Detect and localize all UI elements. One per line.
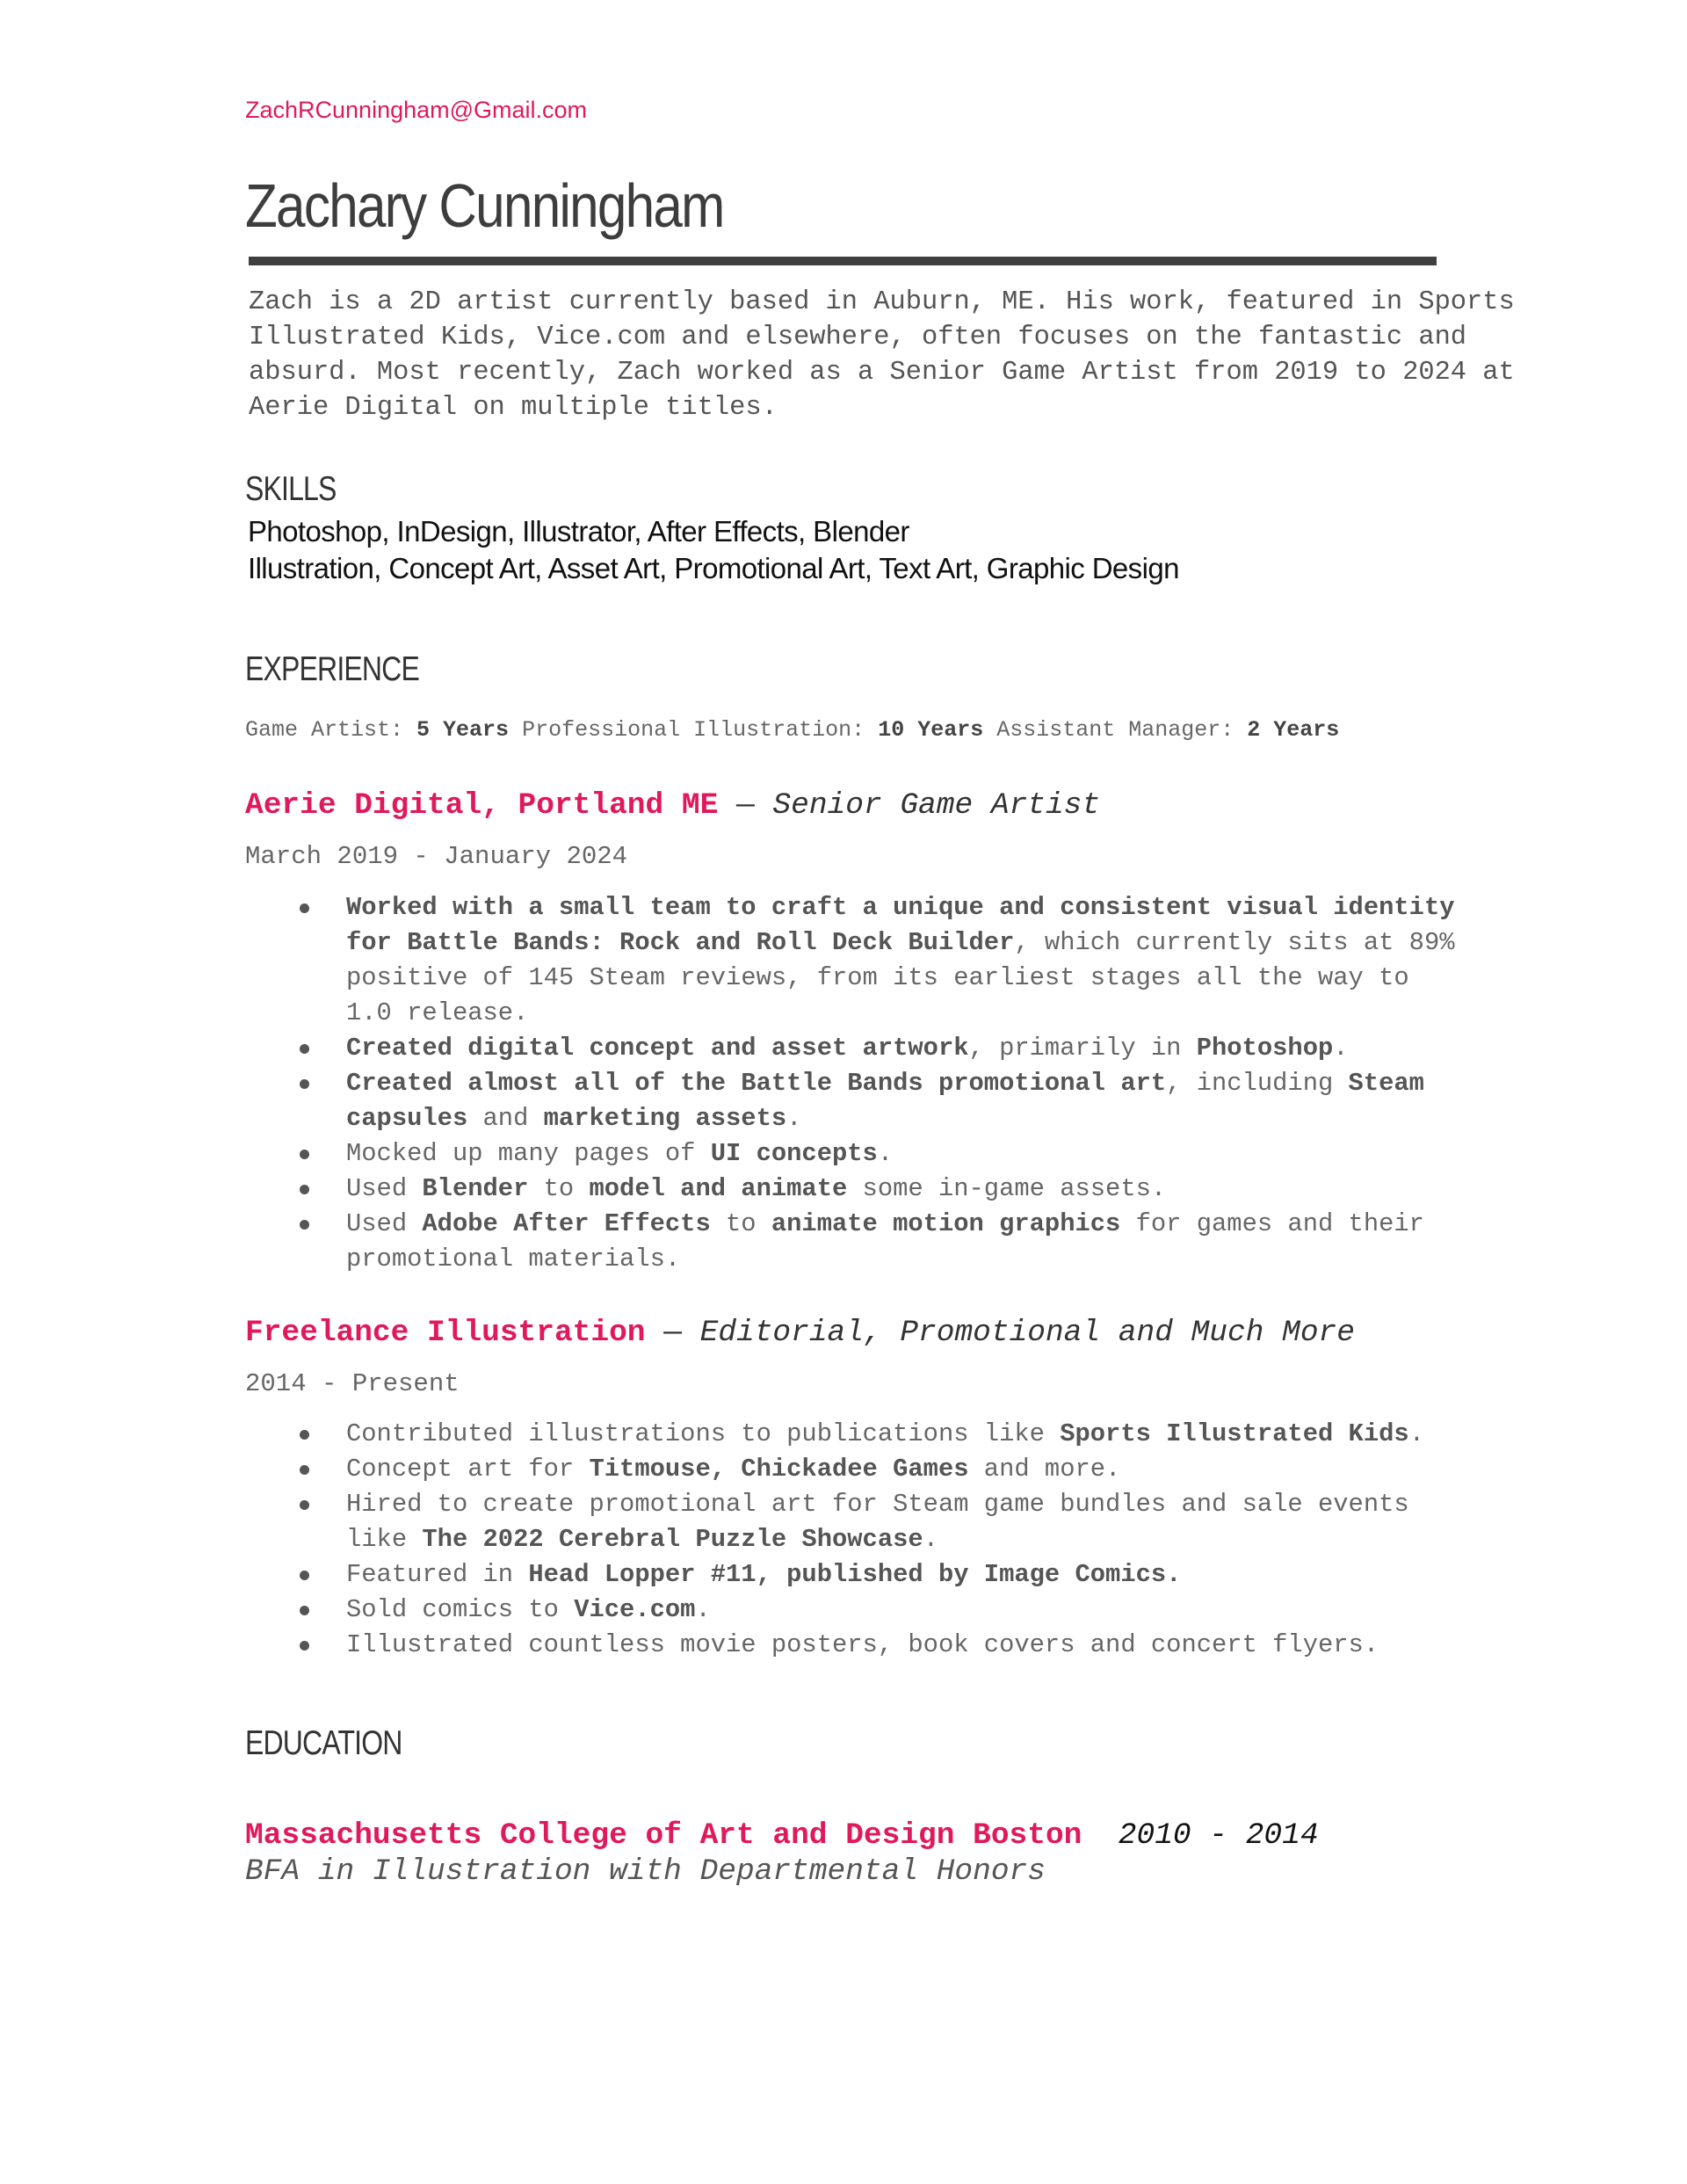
bullet-item	[245, 1136, 1458, 1172]
contact-email[interactable]: ZachRCunningham@Gmail.com	[245, 97, 588, 123]
bullet-text: .	[1333, 1034, 1349, 1063]
title-divider	[249, 257, 1437, 265]
bullet-text: Used	[346, 1209, 423, 1238]
bullet-item	[245, 890, 1470, 1031]
bullet-dot-icon	[300, 1571, 309, 1580]
bullet-dot-icon	[300, 1641, 309, 1651]
years-label: Game Artist:	[245, 717, 404, 743]
bullet-dot-icon	[300, 1500, 309, 1510]
bullet-text: some in-game assets.	[847, 1174, 1167, 1203]
bullet-item	[245, 1593, 1458, 1628]
bullet-emphasis: Photoshop	[1196, 1034, 1334, 1063]
bullet-emphasis: Created almost all of the Battle Bands promotional art	[346, 1069, 1167, 1098]
education-heading: EDUCATION	[245, 1724, 402, 1762]
skills-software: Photoshop, InDesign, Illustrator, After Effects, Blender	[248, 515, 909, 548]
bullet-text: , which currently sits at 89% positive of 145 Steam reviews, from its earliest stages all the way to 1.0 release.	[346, 928, 1470, 1027]
skills-disciplines: Illustration, Concept Art, Asset Art, Promotional Art, Text Art, Graphic Design	[248, 552, 1179, 584]
bullet-text: Mocked up many pages of	[346, 1139, 711, 1168]
experience-summary	[245, 717, 1339, 743]
bullet-dot-icon	[300, 1465, 309, 1475]
bullet-item	[245, 1417, 1458, 1452]
bullet-emphasis: marketing assets	[543, 1104, 787, 1133]
education-school: Massachusetts College of Art and Design Boston	[245, 1818, 1082, 1853]
bullet-dot-icon	[300, 1079, 309, 1089]
bullet-emphasis: Titmouse, Chickadee Games	[589, 1455, 969, 1484]
bullet-emphasis: UI concepts	[710, 1139, 878, 1168]
bullet-text: and more.	[968, 1455, 1121, 1484]
bullet-dot-icon	[300, 1044, 309, 1054]
education-entry	[245, 1818, 1319, 1854]
years-value: 5 Years	[416, 717, 510, 743]
summary-line: Zach is a 2D artist currently based in Auburn, ME. His work, featured in Sports	[249, 287, 1515, 317]
bullet-dot-icon	[300, 1606, 309, 1615]
bullet-dot-icon	[300, 1150, 309, 1159]
job-bullets	[245, 890, 1470, 1277]
bullet-emphasis: model and animate	[589, 1174, 848, 1203]
job-bullets	[245, 1417, 1458, 1663]
summary-line: absurd. Most recently, Zach worked as a Senior Game Artist from 2019 to 2024 at	[249, 358, 1515, 388]
job-title	[245, 788, 1100, 823]
job-dash: —	[718, 788, 773, 823]
bullet-text: , including	[1166, 1069, 1349, 1098]
bullet-text: Hired to create promotional art for Steam game bundles and sale events like	[346, 1490, 1424, 1554]
years-label: Assistant Manager:	[996, 717, 1234, 743]
bullet-text: , primarily in	[968, 1034, 1197, 1063]
bullet-emphasis: Adobe After Effects	[422, 1209, 711, 1238]
bullet-dot-icon	[300, 1185, 309, 1194]
page-title: Zachary Cunningham	[245, 171, 724, 240]
bullet-emphasis: Blender	[422, 1174, 529, 1203]
job-dash: —	[645, 1316, 700, 1350]
years-label: Professional Illustration:	[522, 717, 865, 743]
bullet-text: to	[528, 1174, 590, 1203]
bullet-emphasis: Sports Illustrated Kids	[1060, 1419, 1409, 1448]
bullet-text: and	[467, 1104, 544, 1133]
bullet-item	[245, 1207, 1458, 1277]
bullet-item	[245, 1172, 1458, 1207]
bullet-text: .	[1408, 1419, 1424, 1448]
bullet-text: for games and their promotional materials.	[346, 1209, 1440, 1273]
job-org: Aerie Digital, Portland ME	[245, 788, 719, 823]
bullet-text: Contributed illustrations to publications like	[346, 1419, 1061, 1448]
bullet-text: .	[695, 1595, 711, 1624]
bullet-emphasis: Vice.com	[574, 1595, 696, 1624]
education-degree: BFA in Illustration with Departmental Honors	[245, 1854, 1046, 1889]
bullet-emphasis: Worked with a small team to craft a unique and consistent visual identity for Battle Bands: Rock and Roll Deck Builder	[346, 893, 1470, 957]
bullet-text: to	[710, 1209, 771, 1238]
bullet-emphasis: animate motion graphics	[771, 1209, 1121, 1238]
bullet-text: .	[923, 1525, 938, 1554]
skills-heading: SKILLS	[245, 470, 337, 508]
bullet-item	[245, 1557, 1458, 1593]
education-years: 2010 - 2014	[1118, 1818, 1319, 1853]
bullet-item	[245, 1452, 1458, 1487]
bullet-text: Sold comics to	[346, 1595, 575, 1624]
experience-heading: EXPERIENCE	[245, 650, 419, 688]
job-role: Senior Game Artist	[772, 788, 1101, 823]
bullet-item	[245, 1031, 1458, 1066]
bullet-dot-icon	[300, 1220, 309, 1230]
skills-list	[248, 513, 1179, 587]
years-value: 2 Years	[1247, 717, 1340, 743]
bullet-dot-icon	[300, 903, 309, 913]
job-dates: March 2019 - January 2024	[245, 842, 628, 871]
bullet-item	[245, 1628, 1458, 1663]
job-org: Freelance Illustration	[245, 1316, 646, 1350]
bullet-text: .	[786, 1104, 802, 1133]
bullet-text: Used	[346, 1174, 423, 1203]
bullet-emphasis: Steam capsules	[346, 1069, 1440, 1133]
summary-line: Illustrated Kids, Vice.com and elsewhere, often focuses on the fantastic and	[249, 323, 1467, 352]
bullet-item	[245, 1487, 1458, 1557]
job-title	[245, 1316, 1355, 1350]
bullet-item	[245, 1066, 1458, 1136]
summary	[249, 285, 1515, 425]
bullet-emphasis: The 2022 Cerebral Puzzle Showcase	[422, 1525, 923, 1554]
bullet-text: Featured in	[346, 1560, 529, 1589]
bullet-emphasis: Head Lopper #11, published by Image Comics.	[528, 1560, 1182, 1589]
years-value: 10 Years	[878, 717, 984, 743]
job-dates: 2014 - Present	[245, 1369, 460, 1398]
job-role: Editorial, Promotional and Much More	[699, 1316, 1355, 1350]
bullet-text: Illustrated countless movie posters, book covers and concert flyers.	[346, 1630, 1379, 1659]
bullet-dot-icon	[300, 1430, 309, 1440]
bullet-text: .	[877, 1139, 894, 1168]
bullet-text: Concept art for	[346, 1455, 590, 1484]
summary-line: Aerie Digital on multiple titles.	[249, 393, 778, 423]
bullet-emphasis: Created digital concept and asset artwork	[346, 1034, 969, 1063]
